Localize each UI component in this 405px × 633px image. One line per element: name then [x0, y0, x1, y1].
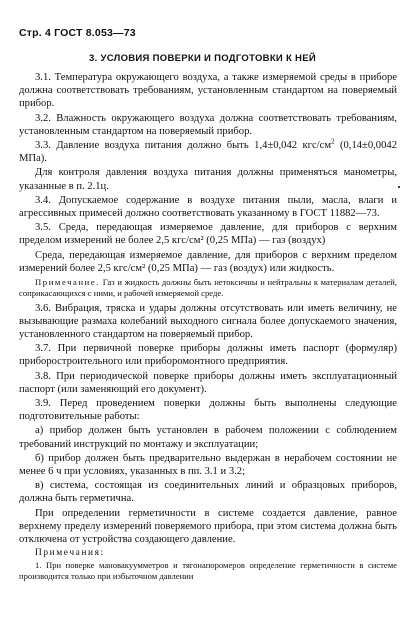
- paragraph-3-3: [19, 139, 397, 165]
- paragraph-3-6: 3.6. Вибрация, тряска и удары должны отсутствовать или иметь величину, не вызывающие размаха колебаний выходного сигнала более допускаемого значения, установленного стандартом на поверяемый прибор.: [19, 302, 397, 341]
- note-label: Примечание.: [35, 277, 101, 288]
- page-header: Стр. 4 ГОСТ 8.053—73: [19, 27, 136, 39]
- paragraph-3-7: 3.7. При первичной поверке приборы должны иметь паспорт (формуляр) приборостроительного или приборомонтного предприятия.: [19, 343, 397, 368]
- paragraph-hermeticity: При определении герметичности в системе создается давление, равное верхнему пределу измерений поверяемого прибора, при этом система должна быть отключена от устройства создающего давление.: [19, 507, 397, 546]
- notes-item-1: 1. При поверке мановакуумметров и тягонапоромеров определение герметичности в системе производится только при избыточном давлении: [19, 560, 397, 581]
- paragraph-3-1: 3.1. Температура окружающего воздуха, а также измеряемой среды в приборе должна соответствовать требованиям, установленным стандартом на поверяемый прибор.: [19, 72, 397, 110]
- paragraph-3-9: 3.9. Перед проведением поверки должны быть выполнены следующие подготовительные работы:: [19, 398, 397, 423]
- note-text: Газ и жидкость должны быть нетоксичны и нейтральны к материалам деталей, соприкасающихся с ними, и рабочей измеряемой среде.: [19, 277, 397, 298]
- section-body: [19, 71, 397, 582]
- margin-mark: [398, 186, 400, 188]
- paragraph-3-5-b: Среда, передающая измеряемое давление, для приборов с верхним пределом измерений более 2,5 кгс/см² (0,25 МПа) — газ (воздух) или жидкость.: [19, 249, 397, 274]
- paragraph-3-8: 3.8. При периодической поверке приборы должны иметь эксплуатационный паспорт (или заменяющий его документ).: [19, 370, 397, 395]
- paragraph-3-5: 3.5. Среда, передающая измеряемое давление, для приборов с верхним пределом измерений не более 2,5 кгс/см² (0,25 МПа) — газ (воздух): [19, 222, 397, 247]
- list-item-a: а) прибор должен быть установлен в рабочем положении с соблюдением требований инструкций по монтажу и эксплуатации;: [19, 425, 397, 450]
- notes-heading: Примечания:: [35, 548, 105, 559]
- section-title: 3. УСЛОВИЯ ПОВЕРКИ И ПОДГОТОВКИ К НЕЙ: [89, 53, 316, 64]
- paragraph-3-4: 3.4. Допускаемое содержание в воздухе питания пыли, масла, влаги и агрессивных примесей должно соответствовать указанному в ГОСТ 11882—73.: [19, 194, 397, 220]
- paragraph-3-2: 3.2. Влажность окружающего воздуха должна соответствовать требованиям, установленным стандартом на поверяемый прибор.: [19, 112, 397, 137]
- list-item-b: б) прибор должен быть предварительно выдержан в нерабочем состоянии не менее 6 ч при условиях, указанных в пп. 3.1 и 3.2;: [19, 452, 397, 478]
- paragraph-3-3-value: (0,14±0,0042 МПа).: [19, 140, 397, 165]
- list-item-v: в) система, состоящая из соединительных линий и образцовых приборов, должна быть герметична.: [19, 480, 397, 505]
- note-paragraph: [19, 277, 397, 299]
- paragraph-3-3-text: 3.3. Давление воздуха питания должно быть 1,4±0,042 кгс/см: [35, 140, 332, 152]
- superscript: 2: [331, 137, 335, 146]
- paragraph-3-3-control: Для контроля давления воздуха питания должны применяться манометры, указанные в п. 2.1ц.: [19, 167, 397, 192]
